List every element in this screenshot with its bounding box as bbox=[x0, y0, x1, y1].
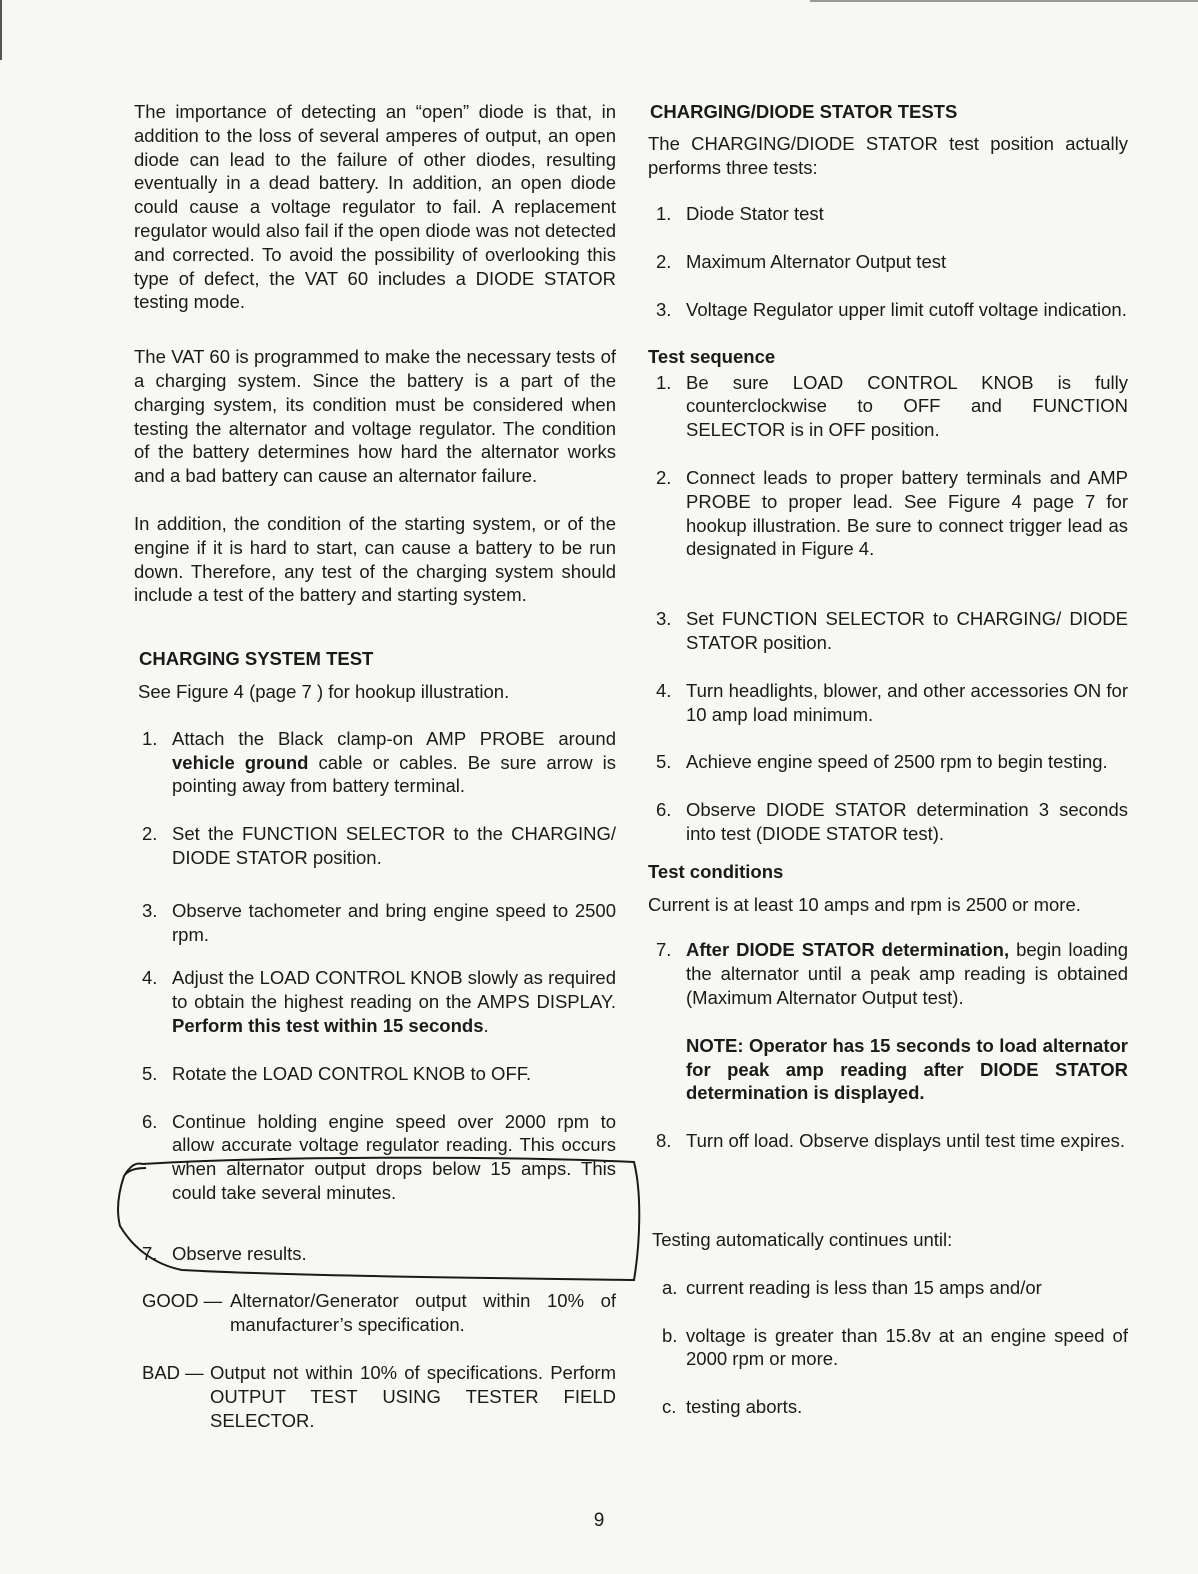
list-item: 7. Observe results. bbox=[142, 1242, 307, 1264]
turn-off-step-list bbox=[648, 1129, 1128, 1153]
test-conditions-text: Current is at least 10 amps and rpm is 2500 or more. bbox=[648, 893, 1081, 915]
test-sequence-list bbox=[648, 371, 1128, 846]
list-item: 5. Achieve engine speed of 2500 rpm to begin testing. bbox=[656, 751, 1108, 773]
good-result: GOOD — Alternator/Generator output within 10% of manufacturer’s specification. bbox=[142, 1290, 616, 1336]
tests-list bbox=[648, 202, 1128, 321]
tests-intro: The CHARGING/DIODE STATOR test position actually performs three tests: bbox=[648, 132, 1128, 178]
intro-paragraph-3: In addition, the condition of the starting system, or of the engine if it is hard to start, can cause a battery to be run down. Therefore, any test of the charging system should include a test of the battery and starting system. bbox=[134, 512, 616, 606]
intro-paragraph-1: The importance of detecting an “open” diode is that, in addition to the loss of several amperes of output, an open diode can lead to the failure of other diodes, resulting eventually in a dead battery. In addition, an open diode could cause a voltage regulator to fail. A replacement regulator would also fail if the open diode was not detected and corrected. To avoid the possibility of overlooking this type of defect, the VAT 60 includes a DIODE STATOR testing mode. bbox=[134, 101, 616, 313]
page-number: 9 bbox=[593, 1510, 605, 1531]
top-edge-rule bbox=[810, 0, 1198, 2]
list-item: 1. Attach the Black clamp-on AMP PROBE around vehicle ground cable or cables. Be sure arrow is pointing away from battery terminal. bbox=[142, 727, 617, 797]
list-item: c. testing aborts. bbox=[662, 1396, 803, 1418]
list-item: 2. Connect leads to proper battery terminals and AMP PROBE to proper lead. See Figure 4 page 7 for hookup illustration. Be sure to connect trigger lead as designated in Figure 4. bbox=[656, 466, 1128, 560]
list-item: 3. Voltage Regulator upper limit cutoff voltage indication. bbox=[656, 298, 1127, 320]
charging-system-test-heading: CHARGING SYSTEM TEST bbox=[139, 648, 374, 670]
loading-steps-list bbox=[648, 938, 1128, 1009]
list-item: 5. Rotate the LOAD CONTROL KNOB to OFF. bbox=[142, 1062, 532, 1084]
list-item: 6. Observe DIODE STATOR determination 3 seconds into test (DIODE STATOR test). bbox=[656, 799, 1128, 844]
left-edge-rule bbox=[0, 0, 2, 60]
test-sequence-heading: Test sequence bbox=[648, 345, 776, 367]
list-item: 2. Set the FUNCTION SELECTOR to the CHARGING/ DIODE STATOR position. bbox=[142, 823, 616, 868]
list-item: 3. Observe tachometer and bring engine speed to 2500 rpm. bbox=[142, 899, 616, 945]
list-item: a. current reading is less than 15 amps and/or bbox=[662, 1276, 1042, 1298]
operator-note: NOTE: Operator has 15 seconds to load alternator for peak amp reading after DIODE STATOR determination is displayed. bbox=[686, 1034, 1128, 1104]
list-item: b. voltage is greater than 15.8v at an engine speed of 2000 rpm or more. bbox=[662, 1324, 1128, 1370]
continues-until-text: Testing automatically continues until: bbox=[652, 1228, 953, 1250]
list-item: 3. Set FUNCTION SELECTOR to CHARGING/ DIODE STATOR position. bbox=[656, 608, 1128, 653]
bad-result: BAD — Output not within 10% of specifications. Perform OUTPUT TEST USING TESTER FIELD SELECTOR. bbox=[142, 1362, 616, 1431]
list-item: 1. Diode Stator test bbox=[656, 203, 824, 225]
list-item: 7. After DIODE STATOR determination, begin loading the alternator until a peak amp reading is obtained (Maximum Alternator Output test). bbox=[656, 939, 1129, 1008]
stop-conditions-list bbox=[648, 1276, 1128, 1419]
list-item-circled: 6. Continue holding engine speed over 2000 rpm to allow accurate voltage regulator reading. This occurs when alternator output drops below 15 amps. This could take several minutes. bbox=[142, 1110, 616, 1203]
test-conditions-heading: Test conditions bbox=[648, 860, 784, 882]
list-item: 4. Turn headlights, blower, and other accessories ON for 10 amp load minimum. bbox=[656, 679, 1128, 725]
hand-drawn-circle-mark bbox=[112, 1154, 644, 1284]
hookup-reference: See Figure 4 (page 7 ) for hookup illustration. bbox=[138, 680, 510, 702]
list-item: 4. Adjust the LOAD CONTROL KNOB slowly as required to obtain the highest reading on the AMPS DISPLAY. Perform this test within 15 seconds. bbox=[142, 967, 616, 1036]
list-item: 2. Maximum Alternator Output test bbox=[656, 251, 947, 273]
list-item: 1. Be sure LOAD CONTROL KNOB is fully counterclockwise to OFF and FUNCTION SELECTOR is in OFF position. bbox=[656, 371, 1128, 441]
right-column bbox=[648, 100, 1128, 1419]
intro-paragraph-2: The VAT 60 is programmed to make the necessary tests of a charging system. Since the battery is a part of the charging system, its condition must be considered when testing the alternator and voltage regulator. The condition of the battery determines how hard the alternator works and a bad battery can cause an alternator failure. bbox=[134, 346, 616, 487]
charging-diode-stator-tests-heading: CHARGING/DIODE STATOR TESTS bbox=[650, 101, 958, 122]
list-item: 8. Turn off load. Observe displays until test time expires. bbox=[656, 1130, 1126, 1152]
